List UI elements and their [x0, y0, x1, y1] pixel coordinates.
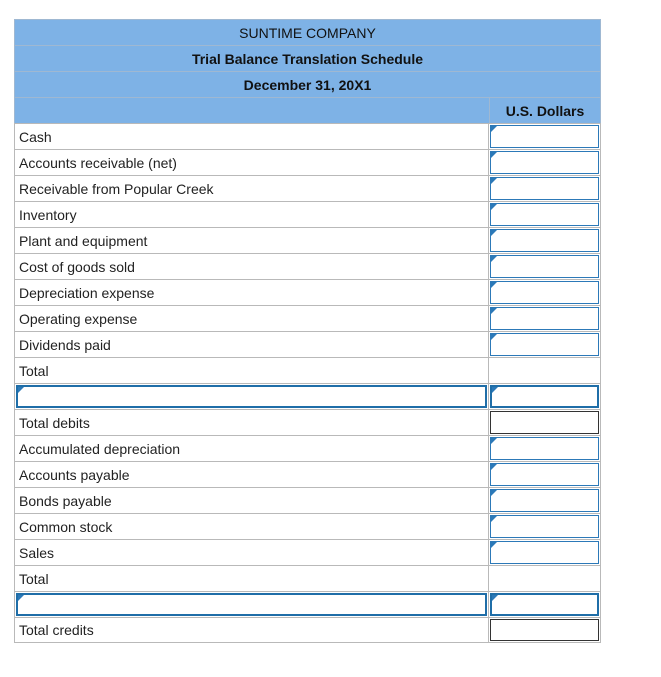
amount-input[interactable]	[490, 385, 599, 408]
debit-row	[14, 175, 601, 201]
credit-row	[14, 539, 601, 565]
amount-input[interactable]	[490, 177, 599, 200]
account-label-text: Cost of goods sold	[19, 258, 135, 275]
account-label	[15, 124, 489, 149]
schedule-date: December 31, 20X1	[14, 71, 601, 97]
amount-cell	[489, 410, 600, 435]
schedule-title: Trial Balance Translation Schedule	[14, 45, 601, 71]
dropdown-indicator-icon	[491, 256, 497, 262]
amount-cell	[489, 436, 600, 461]
amount-cell	[489, 306, 600, 331]
dropdown-indicator-icon	[491, 334, 497, 340]
debit-row	[14, 123, 601, 149]
account-label	[15, 566, 489, 591]
account-label	[15, 436, 489, 461]
credit-subtotal-row	[14, 565, 601, 591]
amount-input[interactable]	[490, 515, 599, 538]
amount-cell	[489, 150, 600, 175]
account-label	[15, 618, 489, 642]
column-header-row	[14, 97, 601, 123]
amount-input[interactable]	[490, 333, 599, 356]
amount-input[interactable]	[490, 281, 599, 304]
account-label-text: Operating expense	[19, 310, 138, 327]
dropdown-indicator-icon	[18, 595, 24, 601]
debit-row	[14, 305, 601, 331]
amount-cell	[489, 592, 600, 617]
amount-input[interactable]	[490, 255, 599, 278]
credit-row	[14, 435, 601, 461]
account-label	[15, 150, 489, 175]
account-label	[15, 462, 489, 487]
amount-input[interactable]	[490, 151, 599, 174]
dropdown-indicator-icon	[491, 308, 497, 314]
amount-cell	[489, 358, 600, 383]
amount-input[interactable]	[490, 541, 599, 564]
account-label	[15, 488, 489, 513]
account-label-text: Total credits	[19, 622, 94, 638]
dropdown-indicator-icon	[491, 464, 497, 470]
amount-cell	[489, 462, 600, 487]
account-label	[15, 358, 489, 383]
company-name: SUNTIME COMPANY	[14, 19, 601, 45]
debit-row	[14, 201, 601, 227]
dropdown-indicator-icon	[491, 126, 497, 132]
account-label-text: Depreciation expense	[19, 284, 155, 301]
amount-input[interactable]	[490, 437, 599, 460]
amount-input[interactable]	[490, 229, 599, 252]
label-input[interactable]	[16, 385, 487, 408]
account-label-dropdown[interactable]	[15, 384, 489, 409]
debit-row	[14, 149, 601, 175]
account-label-text: Accumulated depreciation	[19, 440, 181, 457]
account-label-text: Inventory	[19, 206, 77, 223]
amount-input[interactable]	[490, 307, 599, 330]
dropdown-indicator-icon	[491, 542, 497, 548]
account-label-text: Cash	[19, 128, 52, 145]
total-debits-row	[14, 409, 601, 435]
account-label-text: Total	[19, 362, 49, 379]
amount-cell	[489, 540, 600, 565]
dropdown-indicator-icon	[491, 230, 497, 236]
debit-row	[14, 279, 601, 305]
account-label	[15, 540, 489, 565]
total-amount	[490, 619, 599, 641]
account-label-text: Receivable from Popular Creek	[19, 180, 214, 197]
dropdown-indicator-icon	[491, 152, 497, 158]
total-credits-row	[14, 617, 601, 643]
account-label-text: Sales	[19, 544, 55, 561]
amount-cell	[489, 618, 600, 642]
amount-cell	[489, 176, 600, 201]
amount-input[interactable]	[490, 593, 599, 616]
account-label-text: Total debits	[19, 414, 90, 431]
amount-cell	[489, 514, 600, 539]
account-label	[15, 280, 489, 305]
account-label-text: Common stock	[19, 518, 113, 535]
trial-balance-table	[14, 19, 601, 643]
dropdown-indicator-icon	[491, 438, 497, 444]
account-label	[15, 202, 489, 227]
amount-cell	[489, 566, 600, 591]
amount-input[interactable]	[490, 489, 599, 512]
dropdown-indicator-icon	[491, 204, 497, 210]
account-label	[15, 306, 489, 331]
amount-input[interactable]	[490, 463, 599, 486]
account-label-text: Accounts receivable (net)	[19, 154, 177, 171]
credit-row	[14, 513, 601, 539]
total-amount	[490, 411, 599, 434]
debit-row	[14, 227, 601, 253]
us-dollars-header: U.S. Dollars	[505, 102, 585, 119]
account-label-text: Accounts payable	[19, 466, 130, 483]
credit-row	[14, 461, 601, 487]
amount-cell	[489, 254, 600, 279]
label-input[interactable]	[16, 593, 487, 616]
dropdown-indicator-icon	[491, 282, 497, 288]
amount-cell	[489, 332, 600, 357]
account-label	[15, 176, 489, 201]
dropdown-indicator-icon	[18, 387, 24, 393]
account-label	[15, 228, 489, 253]
dropdown-indicator-icon	[492, 595, 498, 601]
account-label-dropdown[interactable]	[15, 592, 489, 617]
credit-adjustment-row	[14, 591, 601, 617]
account-label-text: Total	[19, 570, 49, 587]
dropdown-indicator-icon	[491, 490, 497, 496]
debit-row	[14, 331, 601, 357]
account-label	[15, 410, 489, 435]
dropdown-indicator-icon	[492, 387, 498, 393]
account-label-text: Bonds payable	[19, 492, 112, 509]
amount-input[interactable]	[490, 203, 599, 226]
account-label-text: Plant and equipment	[19, 232, 148, 249]
account-label	[15, 254, 489, 279]
account-label	[15, 332, 489, 357]
amount-input[interactable]	[490, 125, 599, 148]
debit-subtotal-row	[14, 357, 601, 383]
dropdown-indicator-icon	[491, 516, 497, 522]
amount-cell	[489, 124, 600, 149]
amount-cell	[489, 488, 600, 513]
credit-row	[14, 487, 601, 513]
debit-row	[14, 253, 601, 279]
amount-cell	[489, 280, 600, 305]
debit-adjustment-row	[14, 383, 601, 409]
account-label-text: Dividends paid	[19, 336, 111, 353]
amount-cell	[489, 202, 600, 227]
amount-cell	[489, 384, 600, 409]
account-label	[15, 514, 489, 539]
dropdown-indicator-icon	[491, 178, 497, 184]
amount-cell	[489, 228, 600, 253]
